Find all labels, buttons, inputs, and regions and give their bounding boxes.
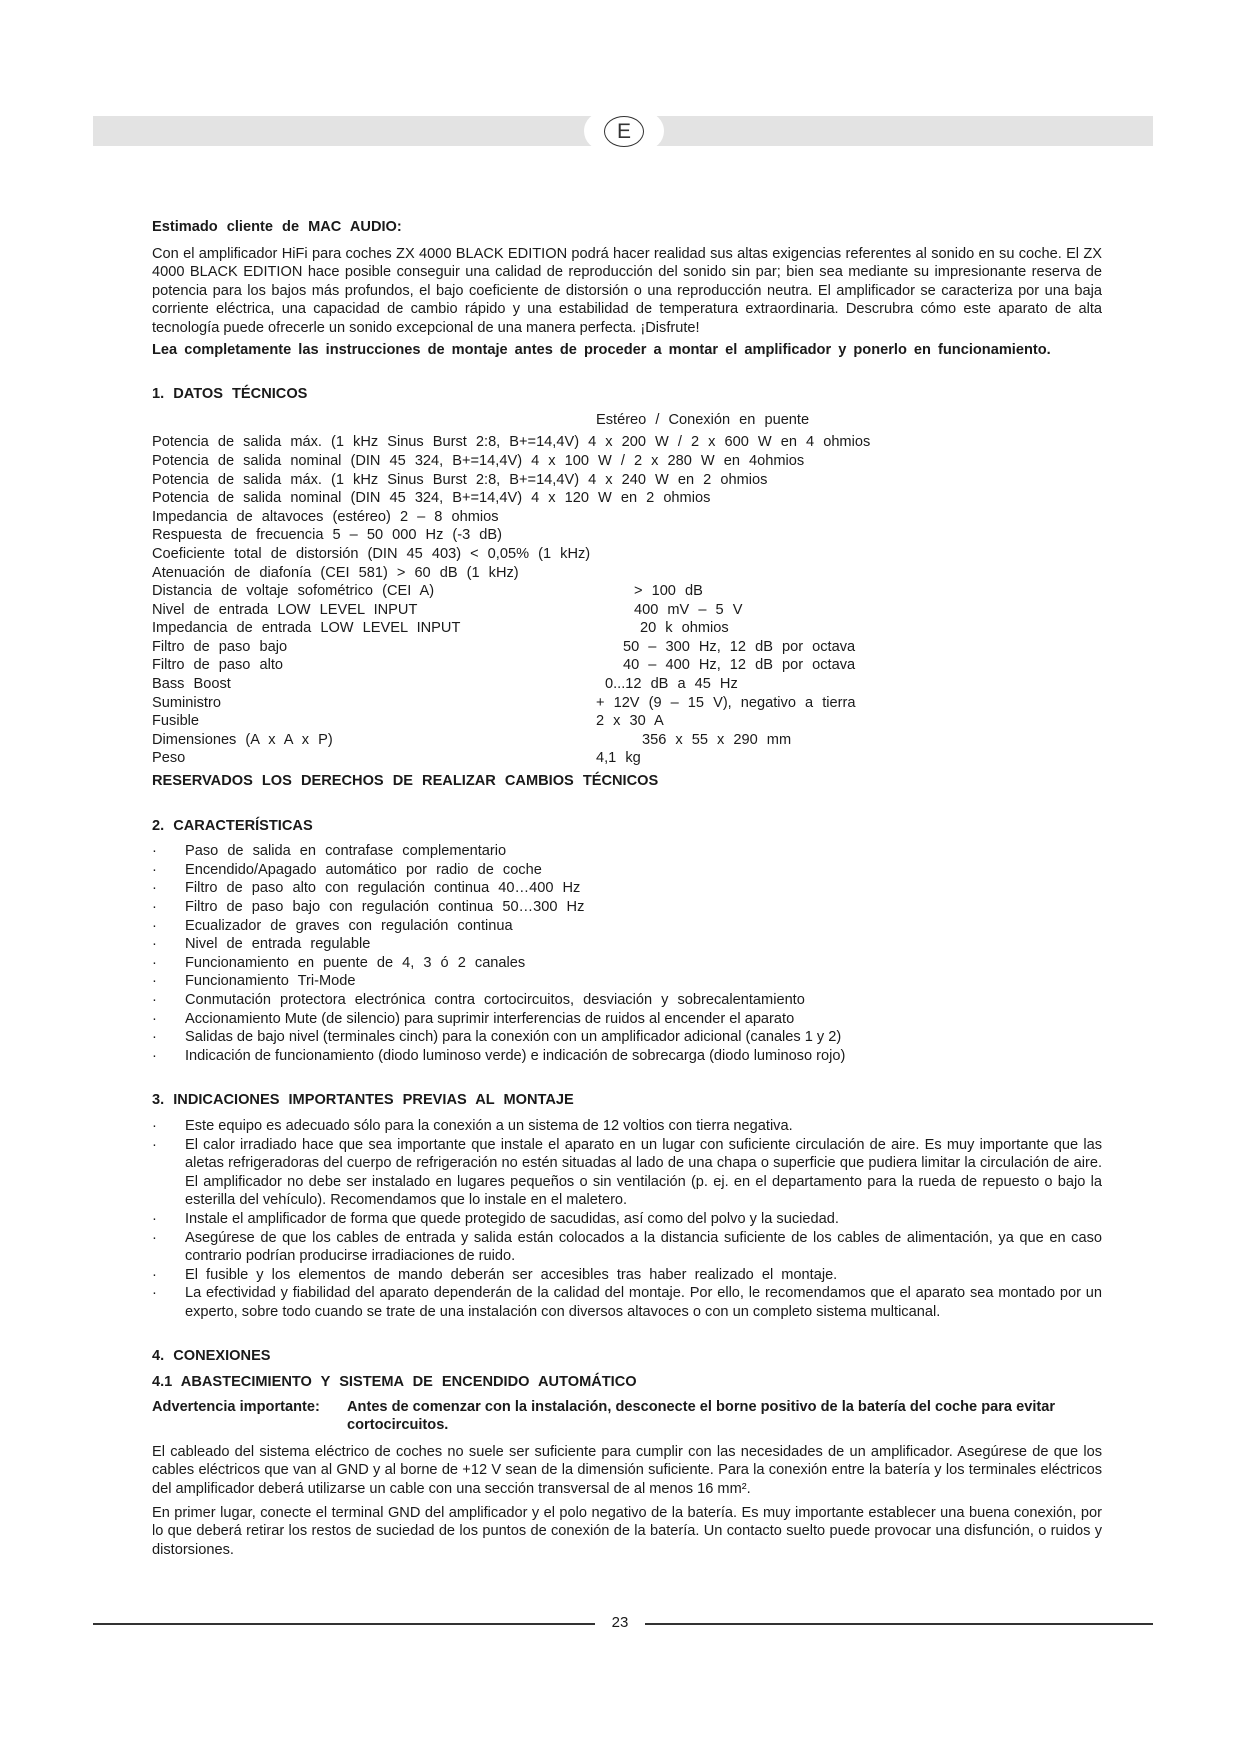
spec-value: + 12V (9 – 15 V), negativo a tierra [596,694,856,711]
spec-label: Dimensiones (A x A x P) [152,731,333,748]
spec-label: Distancia de voltaje sofométrico (CEI A) [152,583,435,600]
spec-row [152,601,1102,620]
spec-row [152,749,1102,768]
spec-label: Bass Boost [152,676,231,693]
connections-paragraph: El cableado del sistema eléctrico de coches no suele ser suficiente para cumplir con las necesidades de un amplificador. Asegúrese de que los cables eléctricos que van al GND y al borne de +12 V sean de la dimensión suficiente. Para la conexión entre la batería y los terminales eléctricos del amplificador deberá utilizarse un cable con una sección transversal de al menos 16 mm². [152,1443,1102,1498]
list-item: · Paso de salida en contrafase complementario [152,842,1102,861]
warning-label: Advertencia importante: [152,1398,320,1415]
list-item: · Funcionamiento Tri-Mode [152,972,1102,991]
spec-value: 20 k ohmios [640,620,729,637]
spec-value: 50 – 300 Hz, 12 dB por octava [623,638,856,655]
section-title-mounting-notes: 3. INDICACIONES IMPORTANTES PREVIAS AL MONTAJE [152,1092,574,1109]
spec-label: Suministro [152,694,221,711]
list-item: · Conmutación protectora electrónica contra cortocircuitos, desviación y sobrecalentamiento [152,991,1102,1010]
spec-value: 40 – 400 Hz, 12 dB por octava [623,657,856,674]
spec-label: Nivel de entrada LOW LEVEL INPUT [152,601,418,618]
list-item: · Filtro de paso alto con regulación continua 40…400 Hz [152,879,1102,898]
intro-paragraph: Con el amplificador HiFi para coches ZX 4000 BLACK EDITION podrá hacer realidad sus altas exigencias referentes al sonido en su coche. El ZX 4000 BLACK EDITION hace posible conseguir una calidad de reproducción del sonido sin par; bien sea mediante su impresionante reserva de potencia para los bajos más profundos, el bajo coeficiente de distorsión o una reproducción neutra. El amplificador se caracteriza por una baja corriente eléctrica, una capacidad de cambio rápido y una estabilidad de temperatura extraordinaria. Descrubra cómo este aparato de alta tecnología puede ofrecerle un sonido excepcional de una manera perfecta. ¡Disfrute! [152,245,1102,336]
spec-row [152,731,1102,750]
connections-paragraph: En primer lugar, conecte el terminal GND del amplificador y el polo negativo de la batería. Es muy importante establecer una buena conexión, por lo que deberá retirar los restos de suciedad de los puntos de conexión de la batería. Un contacto suelto puede provocar una disfunción, o ruidos y distorsiones. [152,1504,1102,1558]
spec-value: > 100 dB [634,583,703,600]
spec-row [152,675,1102,694]
spec-value: 4,1 kg [596,750,641,767]
spec-label: Fusible [152,713,200,730]
list-item: · Filtro de paso bajo con regulación continua 50…300 Hz [152,898,1102,917]
footer-rule-left [93,1623,595,1625]
spec-row: Potencia de salida máx. (1 kHz Sinus Burst 2:8, B+=14,4V) 4 x 200 W / 2 x 600 W en 4 ohmios [152,434,871,451]
spec-row [152,712,1102,731]
subsection-title-power-supply: 4.1 ABASTECIMIENTO Y SISTEMA DE ENCENDIDO AUTOMÁTICO [152,1374,637,1391]
important-warning [152,1398,1102,1435]
section-title-features: 2. CARACTERÍSTICAS [152,817,313,834]
list-item: · Ecualizador de graves con regulación continua [152,917,1102,936]
page-content [152,218,1102,1564]
language-indicator: E [604,116,644,147]
spec-value: 0...12 dB a 45 Hz [605,676,738,693]
list-item: · Indicación de funcionamiento (diodo luminoso verde) e indicación de sobrecarga (diodo luminoso rojo) [152,1047,1102,1066]
spec-row: Coeficiente total de distorsión (DIN 45 403) < 0,05% (1 kHz) [152,545,591,562]
spec-row: Impedancia de altavoces (estéreo) 2 – 8 ohmios [152,508,499,525]
spec-row [152,582,1102,601]
list-item: · El calor irradiado hace que sea importante que instale el aparato en un lugar con suficiente circulación de aire. Es muy importante que las aletas refrigeradoras del cuerpo de refrigeración no estén situadas al lado de una chapa o superficie que pudiera limitar la circulación de aire. El amplificador no debe ser instalado en lugares pequeños o sin ventilación (p. ej. en el departamento para la rueda de repuesto o bajo la esterilla del vehículo). Recomendamos que lo instale en el maletero. [152,1136,1102,1210]
list-item: · Este equipo es adecuado sólo para la conexión a un sistema de 12 voltios con tierra negativa. [152,1117,1102,1136]
warning-text: Antes de comenzar con la instalación, desconecte el borne positivo de la batería del coche para evitar cortocircuitos. [347,1398,1056,1434]
spec-label: Filtro de paso alto [152,657,284,674]
mounting-notes-list [152,1117,1102,1322]
section-title-connections: 4. CONEXIONES [152,1348,271,1365]
page-number: 23 [611,1614,629,1631]
list-item: · Funcionamiento en puente de 4, 3 ó 2 canales [152,954,1102,973]
spec-row [152,694,1102,713]
spec-row [152,656,1102,675]
spec-row: Potencia de salida nominal (DIN 45 324, B+=14,4V) 4 x 100 W / 2 x 280 W en 4ohmios [152,452,805,469]
spec-row [152,619,1102,638]
spec-row: Potencia de salida máx. (1 kHz Sinus Burst 2:8, B+=14,4V) 4 x 240 W en 2 ohmios [152,471,768,488]
section-title-technical-data: 1. DATOS TÉCNICOS [152,386,308,403]
spec-value: 356 x 55 x 290 mm [642,731,792,748]
list-item: · El fusible y los elementos de mando deberán ser accesibles tras haber realizado el montaje. [152,1266,1102,1285]
footer-rule-right [645,1623,1153,1625]
spec-row [152,638,1102,657]
list-item: · Asegúrese de que los cables de entrada y salida están colocados a la distancia suficiente de los cables de alimentación, ya que en caso contrario podrían producirse irradiaciones de ruido. [152,1229,1102,1266]
features-list [152,842,1102,1065]
list-item: · La efectividad y fiabilidad del aparato dependerán de la calidad del montaje. Por ello, le recomendamos que el aparato sea montado por un experto, sobre todo cuando se trate de una instalación con diversos altavoces o con un completo sistema multicanal. [152,1284,1102,1321]
list-item: · Nivel de entrada regulable [152,935,1102,954]
greeting: Estimado cliente de MAC AUDIO: [152,219,402,235]
spec-row: Potencia de salida nominal (DIN 45 324, B+=14,4V) 4 x 120 W en 2 ohmios [152,490,711,507]
spec-full-rows [152,433,1102,582]
spec-label: Filtro de paso bajo [152,638,288,655]
spec-row: Respuesta de frecuencia 5 – 50 000 Hz (-3 dB) [152,527,503,544]
list-item: · Salidas de bajo nivel (terminales cinch) para la conexión con un amplificador adicional (canales 1 y 2) [152,1028,1102,1047]
list-item: · Encendido/Apagado automático por radio de coche [152,861,1102,880]
spec-table [152,582,1102,768]
spec-value: 2 x 30 A [596,713,664,730]
spec-column-header: Estéreo / Conexión en puente [596,411,810,428]
spec-label: Peso [152,750,186,767]
spec-label: Impedancia de entrada LOW LEVEL INPUT [152,620,461,637]
reserved-rights-notice: RESERVADOS LOS DERECHOS DE REALIZAR CAMBIOS TÉCNICOS [152,773,659,790]
spec-value: 400 mV – 5 V [634,601,743,618]
list-item: · Instale el amplificador de forma que quede protegido de sacudidas, así como del polvo y la suciedad. [152,1210,1102,1229]
spec-row: Atenuación de diafonía (CEI 581) > 60 dB (1 kHz) [152,564,519,581]
read-notice: Lea completamente las instrucciones de montaje antes de proceder a montar el amplificador y ponerlo en funcionamiento. [152,341,1051,358]
list-item: · Accionamiento Mute (de silencio) para suprimir interferencias de ruidos al encender el aparato [152,1010,1102,1029]
